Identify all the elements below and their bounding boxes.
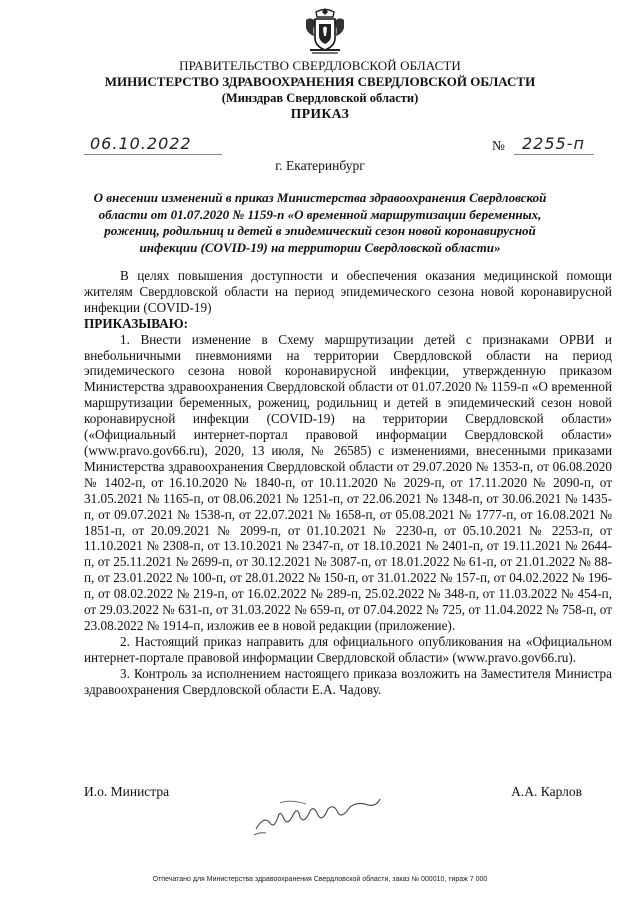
item-1-paragraph: 1. Внести изменение в Схему маршрутизации детей с признаками ОРВИ и внебольничными пневмониями на территории Свердловской области на период эпидемического сезона новой коронавирусной инфекции, утвержденную приказом Министерства здравоохранения Свердловской области от 01.07.2020 № 1159-п «О временной маршрутизации беременных, рожениц, родильниц и детей в эпидемический сезон новой коронавирусной инфекции (COVID-19) на территории Свердловской области» («Официальный интернет-портал правовой информации Свердловской области» (www.pravo.gov66.ru), 2020, 13 июля, № 26585) с изменениями, внесенными приказами Министерства здравоохранения Свердловской области от 29.07.2020 № 1353-п, от 06.08.2020 № 1402-п, от 16.10.2020 № 1840-п, от 10.11.2020 № 2029-п, от 17.11.2020 № 2090-п, от 31.05.2021 № 1165-п, от 08.06.2021 № 1251-п, от 22.06.2021 № 1348-п, от 30.06.2021 № 1435-п, от 09.07.2021 № 1538-п, от 22.07.2021 № 1658-п, от 05.08.2021 № 1777-п, от 16.08.2021 № 1851-п, от 20.09.2021 № 2099-п, от 01.10.2021 № 2230-п, от 05.10.2021 № 2253-п, от 11.10.2021 № 2308-п, от 13.10.2021 № 2347-п, от 18.10.2021 № 2401-п, от 19.11.2021 № 2644-п, от 25.11.2021 № 2699-п, от 30.12.2021 № 3087-п, от 18.01.2022 № 61-п, от 21.01.2022 № 88-п, от 23.01.2022 № 100-п, от 28.01.2022 № 150-п, от 31.01.2022 № 157-п, от 04.02.2022 № 196-п, от 08.02.2022 № 219-п, от 16.02.2022 № 289-п, 25.02.2022 № 348-п, от 11.03.2022 № 454-п, от 29.03.2022 № 631-п, от 31.03.2022 № 659-п, от 07.04.2022 № 725, от 11.04.2022 № 758-п, от 23.08.2022 № 1914-п, изложив ее в новой редакции (приложение).: [84, 331, 612, 633]
intro-paragraph: В целях повышения доступности и обеспечения оказания медицинской помощи жителям Свердловской области на период эпидемического сезона новой коронавирусной инфекции (COVID-19): [84, 268, 612, 315]
order-word: ПРИКАЗЫВАЮ:: [84, 315, 188, 331]
order-body: [84, 268, 612, 697]
city: г. Екатеринбург: [275, 158, 365, 173]
signature-image: [250, 795, 385, 837]
signatory-name: А.А. Карлов: [511, 784, 582, 799]
order-number: 2255-п: [522, 134, 585, 153]
document-type: ПРИКАЗ: [290, 106, 350, 121]
order-date: 06.10.2022: [90, 134, 192, 153]
coat-of-arms-icon: [302, 6, 348, 56]
signatory-position: И.о. Министра: [84, 784, 170, 799]
order-title: О внесении изменений в приказ Министерства здравоохранения Свердловской области от 01.07.2020 № 1159-п «О временной маршрутизации беременных, рожениц, родильниц и детей в эпидемический сезон новой коронавирусной инфекции (COVID-19) на территории Свердловской области»: [93, 190, 547, 255]
government-name: ПРАВИТЕЛЬСТВО СВЕРДЛОВСКОЙ ОБЛАСТИ: [179, 58, 461, 73]
item-2-paragraph: 2. Настоящий приказ направить для официального опубликования на «Официальном интернет-портале правовой информации Свердловской области» (www.pravo.gov66.ru).: [84, 633, 612, 665]
print-footer: Отпечатано для Министерства здравоохранения Свердловской области, заказ № 000010, тираж 7 000: [152, 876, 488, 883]
ministry-short-name: (Минздрав Свердловской области): [221, 91, 419, 105]
date-line: [84, 154, 222, 155]
item-3-paragraph: 3. Контроль за исполнением настоящего приказа возложить на Заместителя Министра здравоохранения Свердловской области Е.А. Чадову.: [84, 665, 612, 697]
number-line: [514, 154, 594, 155]
ministry-name: МИНИСТЕРСТВО ЗДРАВООХРАНЕНИЯ СВЕРДЛОВСКОЙ ОБЛАСТИ: [104, 74, 536, 89]
number-sign: №: [492, 138, 505, 153]
